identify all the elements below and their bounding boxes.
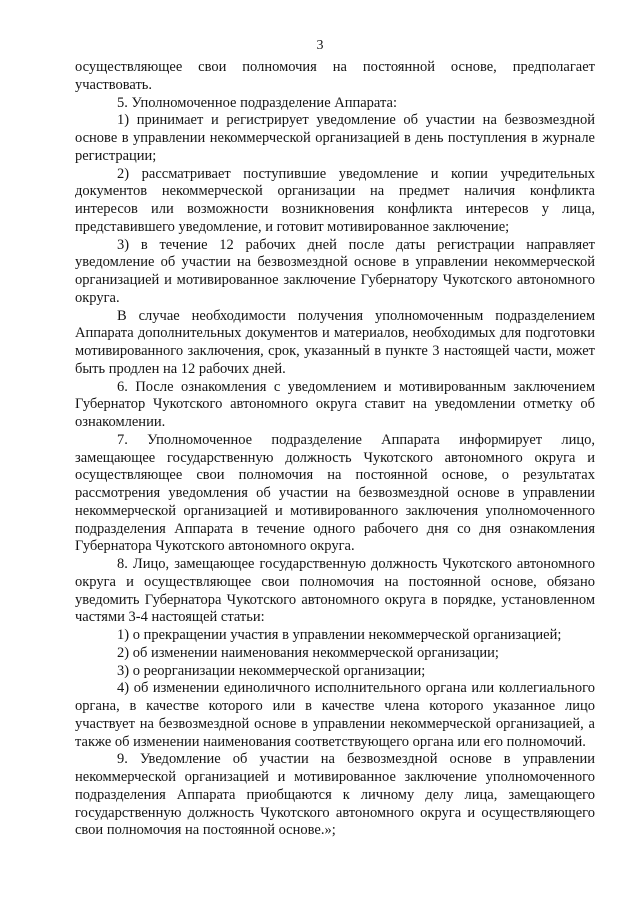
- paragraph-item-6: 6. После ознакомления с уведомлением и мотивированным заключением Губернатор Чукотского автономного округа ставит на уведомлении отметку об ознакомлении.: [75, 378, 595, 430]
- paragraph-item-8: 8. Лицо, замещающее государственную должность Чукотского автономного округа и осуществляющее свои полномочия на постоянной основе, обязано уведомить Губернатора Чукотского автономного округа в порядке, установленном частями 3-4 настоящей статьи:: [75, 556, 595, 626]
- document-body: [75, 59, 595, 840]
- paragraph-item-8-4: 4) об изменении единоличного исполнительного органа или коллегиального органа, в качестве которого или в качестве члена которого указанное лицо участвует на безвозмездной основе в управлении некоммерческой организацией, а также об изменении наименования соответствующего органа или его полномочий.: [75, 680, 595, 750]
- paragraph-item-8-3: 3) о реорганизации некоммерческой организации;: [117, 662, 426, 679]
- paragraph-item-5: 5. Уполномоченное подразделение Аппарата:: [117, 94, 397, 111]
- paragraph-extension-clause: В случае необходимости получения уполномоченным подразделением Аппарата дополнительных документов и материалов, необходимых для подготовки мотивированного заключения, срок, указанный в пункте 3 настоящей части, может быть продлен на 12 рабочих дней.: [75, 307, 595, 377]
- paragraph-item-5-2: 2) рассматривает поступившие уведомление и копии учредительных документов некоммерческой организации на предмет наличия конфликта интересов или возможности возникновения конфликта интересов у лица, представившего уведомление, и готовит мотивированное заключение;: [75, 165, 595, 235]
- paragraph-item-5-3: 3) в течение 12 рабочих дней после даты регистрации направляет уведомление об участии на безвозмездной основе в управлении некоммерческой организацией и мотивированное заключение Губернатору Чукотского автономного округа.: [75, 236, 595, 306]
- paragraph-item-5-1: 1) принимает и регистрирует уведомление об участии на безвозмездной основе в управлении некоммерческой организацией в день поступления в журнале регистрации;: [75, 112, 595, 164]
- paragraph-item-8-2: 2) об изменении наименования некоммерческой организации;: [117, 644, 499, 661]
- paragraph-item-8-1: 1) о прекращении участия в управлении некоммерческой организацией;: [117, 627, 562, 643]
- paragraph-continuation: осуществляющее свои полномочия на постоянной основе, предполагает участвовать.: [75, 59, 595, 93]
- paragraph-item-7: 7. Уполномоченное подразделение Аппарата информирует лицо, замещающее государственную должность Чукотского автономного округа и осуществляющее свои полномочия на постоянной основе, о результатах рассмотрения уведомления об участии на безвозмездной основе в управлении некоммерческой организацией и мотивированного заключения уполномоченного подразделения Аппарата в течение одного рабочего дня со дня ознакомления Губернатора Чукотского автономного округа.: [75, 431, 595, 555]
- paragraph-item-9: 9. Уведомление об участии на безвозмездной основе в управлении некоммерческой организацией и мотивированное заключение уполномоченного подразделения Аппарата приобщаются к личному делу лица, замещающего государственную должность Чукотского автономного округа и осуществляющего свои полномочия на постоянной основе.»;: [75, 751, 595, 839]
- page-number: 3: [316, 38, 324, 53]
